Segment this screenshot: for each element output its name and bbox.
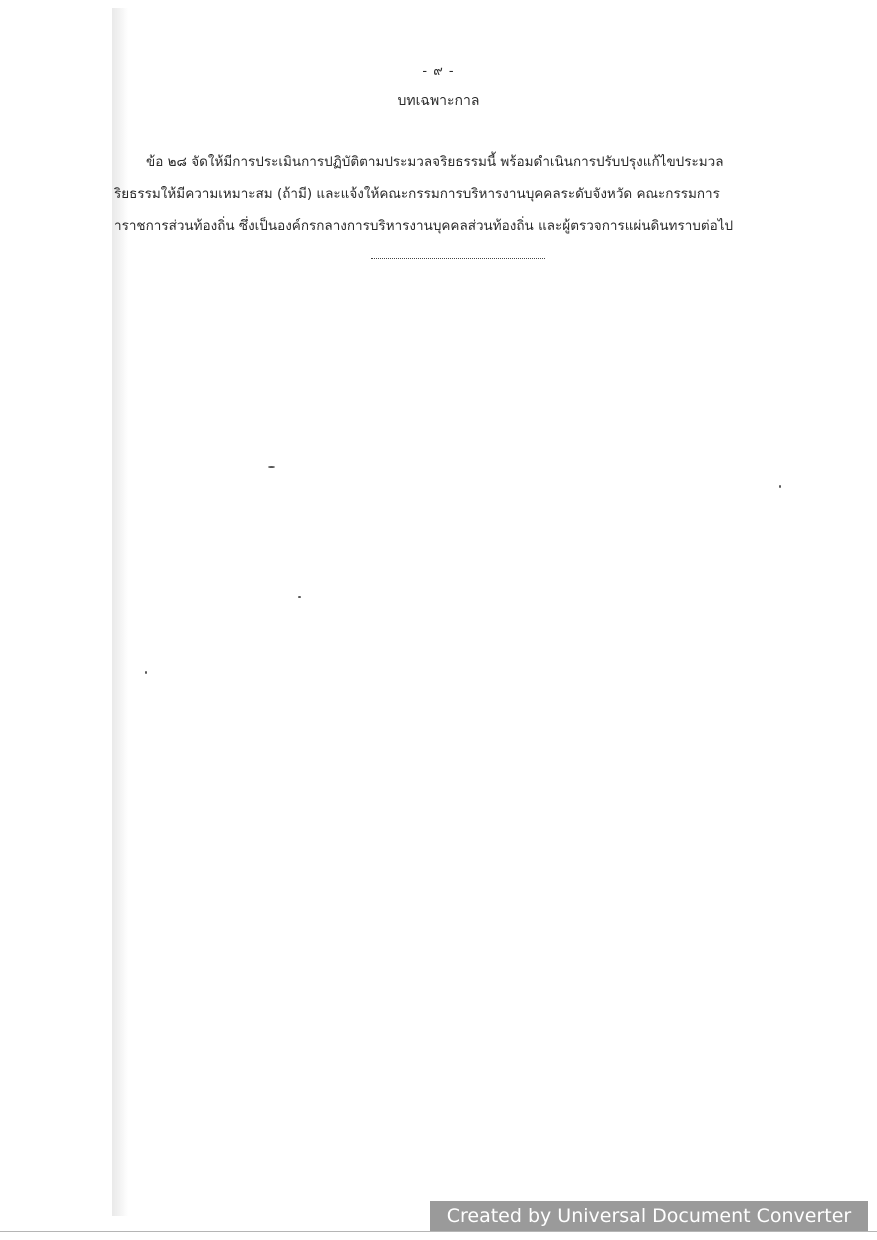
- bottom-border-line: [0, 1231, 877, 1232]
- converter-watermark: Created by Universal Document Converter: [430, 1201, 868, 1231]
- scan-speck: [779, 485, 781, 488]
- page-number: - ๙ -: [422, 64, 455, 79]
- paragraph-line-3: าราชการส่วนท้องถิ่น ซึ่งเป็นองค์กรกลางการบริหารงานบุคคลส่วนท้องถิ่น และผู้ตรวจการแผ่นดินทราบต่อไป: [114, 218, 734, 234]
- scan-speck: [268, 466, 275, 468]
- paragraph-line-1: ข้อ ๒๘ จัดให้มีการประเมินการปฏิบัติตามประมวลจริยธรรมนี้ พร้อมดำเนินการปรับปรุงแก้ไขประมวล: [146, 154, 724, 170]
- scan-speck: [298, 596, 301, 598]
- section-title: บทเฉพาะกาล: [397, 93, 480, 109]
- end-of-text-dotted-line: [371, 252, 545, 259]
- paragraph-line-2: ริยธรรมให้มีความเหมาะสม (ถ้ามี) และแจ้งให้คณะกรรมการบริหารงานบุคคลระดับจังหวัด คณะกรรมการ: [114, 186, 720, 202]
- scan-speck: [145, 671, 147, 674]
